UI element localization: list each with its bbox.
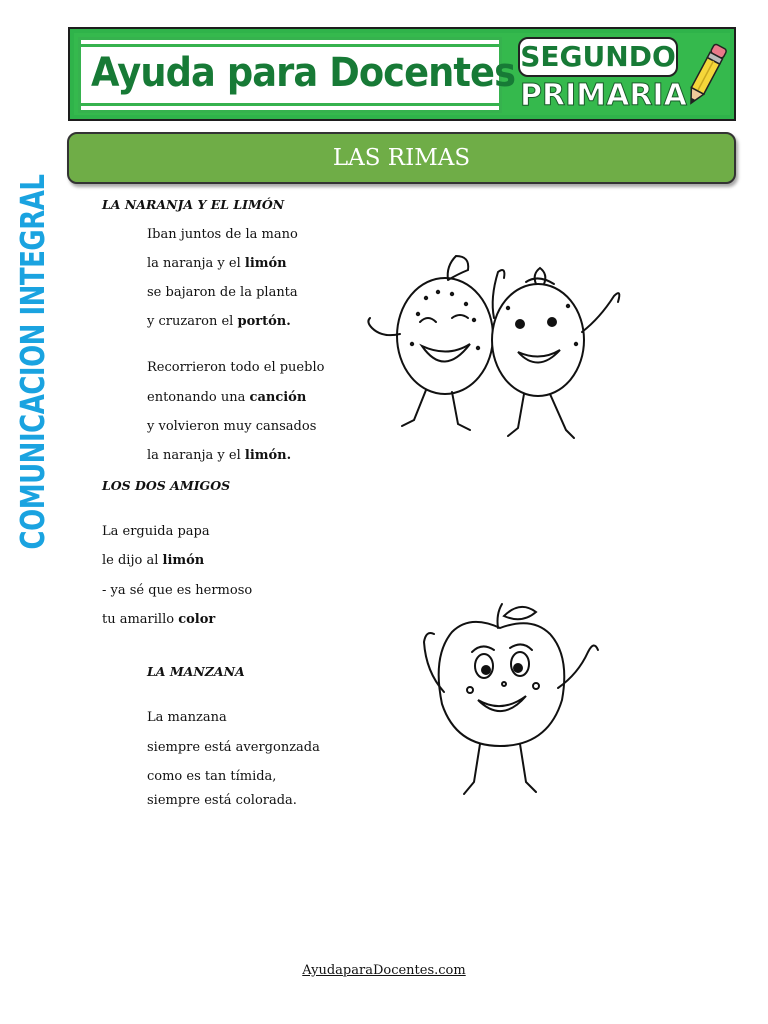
poem-line: y volvieron muy cansados xyxy=(147,419,317,434)
poem-line: la naranja y el limón. xyxy=(147,448,292,463)
orange-and-lemon-illustration xyxy=(348,248,628,448)
poem-line: tu amarillo color xyxy=(102,612,216,627)
section-title-bar xyxy=(67,132,736,184)
level-label: PRIMARIA xyxy=(520,78,687,113)
poem-line: La manzana xyxy=(147,710,227,725)
poem-line: - ya sé que es hermoso xyxy=(102,583,253,598)
poem-line: Iban juntos de la mano xyxy=(147,227,298,242)
grade-label: SEGUNDO xyxy=(518,37,678,77)
poem-line: Recorrieron todo el pueblo xyxy=(147,360,325,375)
subject-label: COMUNICACION INTEGRAL xyxy=(15,174,53,550)
poem-line: la naranja y el limón xyxy=(147,256,287,271)
poem-title-amigos: LOS DOS AMIGOS xyxy=(102,478,231,493)
poem-line: siempre está colorada. xyxy=(147,793,297,808)
page-title: LAS RIMAS xyxy=(332,145,471,171)
poem-line: como es tan tímida, xyxy=(147,769,277,784)
poem-title-manzana: LA MANZANA xyxy=(147,664,245,679)
brand-title: Ayuda para Docentes xyxy=(91,50,516,96)
poem-line: le dijo al limón xyxy=(102,553,205,568)
poem-line: se bajaron de la planta xyxy=(147,285,298,300)
brand-box xyxy=(78,37,516,113)
poem-line: La erguida papa xyxy=(102,524,210,539)
poem-line: entonando una canción xyxy=(147,390,307,405)
footer-link[interactable]: AyudaparaDocentes.com xyxy=(302,963,466,978)
pencil-icon xyxy=(682,39,730,111)
subject-side-label xyxy=(14,174,54,550)
brand-stripe xyxy=(81,44,499,47)
brand-stripe xyxy=(81,103,499,106)
poem-title-naranja: LA NARANJA Y EL LIMÓN xyxy=(102,197,285,212)
apple-illustration xyxy=(398,596,608,811)
header-banner xyxy=(68,27,736,121)
grade-badge xyxy=(508,37,730,113)
poem-line: y cruzaron el portón. xyxy=(147,314,291,329)
poem-line: siempre está avergonzada xyxy=(147,740,320,755)
